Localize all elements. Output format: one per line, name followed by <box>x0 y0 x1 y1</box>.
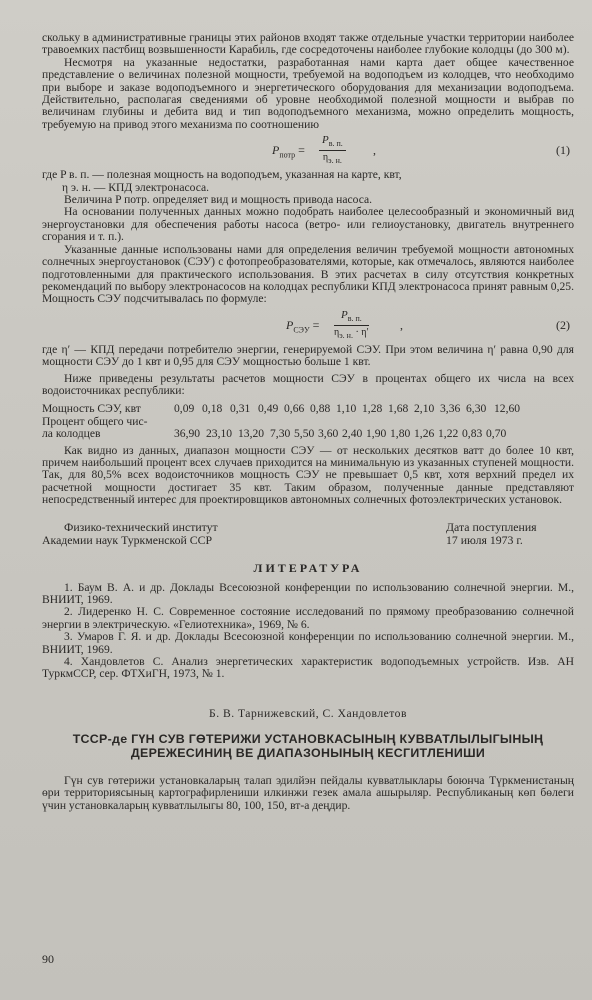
results-percent-values <box>174 428 510 440</box>
power-value: 1,10 <box>336 402 357 416</box>
reference-item: 2. Лидеренко Н. С. Современное состояние исследований по прямому преобразованию солнечной энергии в электрическую. «Гелиотехника», 1969, № 6. <box>42 605 574 631</box>
institute-line-2: Академии наук Туркменской ССР <box>42 532 213 547</box>
power-value: 0,88 <box>310 402 331 416</box>
reference-item: 3. Умаров Г. Я. и др. Доклады Всесоюзной конференции по использованию солнечной энергии. М., ВНИИТ, 1969. <box>42 630 574 656</box>
institute <box>42 521 218 547</box>
equation-1-number: (1) <box>556 143 570 158</box>
percent-value: 3,60 <box>318 427 339 441</box>
power-value: 0,31 <box>230 402 251 416</box>
equation-2-lhs: $P_{СЭУ}$ = <box>286 317 320 335</box>
power-value: 1,68 <box>388 402 409 416</box>
literature-heading: ЛИТЕРАТУРА <box>253 560 363 575</box>
results-row-percent-label-b: ла колодцев <box>42 427 101 441</box>
results-power-values <box>174 403 524 415</box>
percent-value: 1,80 <box>390 427 411 441</box>
equation-1 <box>42 131 574 169</box>
paragraph-eta-prime: где η′ — КПД передачи потребителю энергии, генерируемой СЭУ. При этом величина η′ равна 0,90 для мощности СЭУ до 1 квт и 0,95 для СЭУ мощностью больше 1 квт. <box>42 342 574 369</box>
power-value: 2,10 <box>414 402 435 416</box>
power-value: 0,66 <box>284 402 305 416</box>
power-value: 0,09 <box>174 402 195 416</box>
reference-item: 1. Баум В. А. и др. Доклады Всесоюзной конференции по использованию солнечной энергии. М., ВНИИТ, 1969. <box>42 580 574 606</box>
paragraph-conclusion: Как видно из данных, диапазон мощности СЭУ — от нескольких десятков ватт до более 10 квт, причем наибольший процент всех случаев приходится на минимальную из указанных ступеней мощности. Так, для 80,5% всех водоисточников мощность СЭУ не превышает 0,5 квт, хотя верхний предел их расчетной мощности достигает 35 квт. Таким образом, полученные данные представляют непосредственный интерес для проектировщиков автономных солнечных фотоэлектрических установок. <box>42 443 574 507</box>
equation-2-numerator: $P_{в. п.}$ <box>334 309 369 326</box>
percent-value: 23,10 <box>206 427 233 441</box>
paragraph-seu-calc: Указанные данные использованы нами для определения величин требуемой мощности автономных солнечных энергоустановок (СЭУ) с фотопреобразователями, которые, как отмечалось, являются наиболее подготовленными для практического использования. В этих расчетах в силу отсутствия конкретных рекомендаций по выбору электронасосов на колодцах республики КПД электронасоса принят равным 0,25. Мощность СЭУ подсчитывалась по формуле: <box>42 242 574 306</box>
results-row-percent <box>42 428 574 440</box>
affiliation-block <box>42 521 574 547</box>
summary-title-line-1: ТССР-де ГҮН СУВ ГӨТЕРИЖИ УСТАНОВКАСЫНЫҢ КУВВАТЛЫЛЫГЫНЫҢ <box>72 731 544 746</box>
percent-value: 5,50 <box>294 427 315 441</box>
power-value: 12,60 <box>494 402 521 416</box>
percent-value: 13,20 <box>238 427 265 441</box>
definition-eta: η э. н. — КПД электронасоса. <box>62 180 210 194</box>
percent-value: 0,83 <box>462 427 483 441</box>
results-row-power-label: Мощность СЭУ, квт <box>42 402 141 416</box>
summary-text: Гүн сув гөтерижи установкаларың талап эдилйэн пейдалы кувватлыклары боюнча Түркменистаның өри территориясының картографирлениши илкинжи гезек амала ашырыляр. Республиканың көп бөлеги үчин установкаларың кувватлылыгы 80, 100, 150, вт-а деңдир. <box>42 773 574 812</box>
paragraph-results-intro: Ниже приведены результаты расчетов мощности СЭУ в процентах общего их числа на всех водоисточниках республики: <box>42 371 574 397</box>
institute-line-1: Физико-технический институт <box>64 519 218 534</box>
percent-value: 0,70 <box>486 427 507 441</box>
summary-title-line-2: ДЕРЕЖЕСИНИҢ ВЕ ДИАПАЗОНЫНЫҢ КЕСГИТЛЕНИШИ <box>130 746 486 761</box>
equation-1-lhs: $P_{потр}$ = <box>272 143 305 160</box>
received-date-label: Дата поступления <box>446 519 537 534</box>
power-value: 3,36 <box>440 402 461 416</box>
equation-2-denominator: $\eta_{э. н.} \cdot \eta'$ <box>334 326 369 340</box>
percent-value: 36,90 <box>174 427 201 441</box>
power-value: 1,28 <box>362 402 383 416</box>
page-number: 90 <box>42 952 54 966</box>
results-row-percent-label: Процент общего чис- <box>42 414 148 428</box>
percent-value: 7,30 <box>270 427 291 441</box>
percent-value: 1,26 <box>414 427 435 441</box>
reference-item: 4. Хандовлетов С. Анализ энергетических характеристик водоподъемных устройств. Изв. АН ТуркмССР, сер. ФТХиГН, 1973, № 1. <box>42 655 574 681</box>
paragraph-intro: скольку в административные границы этих районов входят также отдельные участки территории наиболее травоемких пастбищ возвышенности Карабиль, где сосредоточены наиболее глубокие колодцы (до 300 м). <box>42 31 574 57</box>
paragraph-energy-choice: На основании полученных данных можно подобрать наиболее целесообразный и экономичный вид энергоустановки для обеспечения работы насоса (ветро- или гелиоустановку, двигатель внутреннего сгорания и т. п.). <box>42 205 574 244</box>
percent-value: 2,40 <box>342 427 363 441</box>
equation-2-fraction <box>334 309 369 342</box>
equation-1-denominator: $\eta_{э. н.}$ <box>322 152 342 166</box>
results-table <box>42 403 574 440</box>
definition-p-vp: где P в. п. — полезная мощность на водоподъем, указанная на карте, квт, <box>42 168 402 182</box>
paragraph-map-description: Несмотря на указанные недостатки, разработанная нами карта дает общее качественное представление о величинах полезной мощности, требуемой на водоподъем из колодцев, что необходимо при выборе и заказе водоподъемного и энергетического оборудования для механизации водоподъема. Действительно, располагая сведениями об уровне необходимой полезной мощности и выбрав по величинам глубины и дебита вид и тип водоподъемного механизма, можно определить мощность, требуемую на привод этого механизма по соотношению <box>42 55 574 131</box>
received-date <box>446 521 574 547</box>
percent-value: 1,22 <box>438 427 459 441</box>
equation-1-fraction <box>319 134 346 167</box>
received-date-value: 17 июля 1973 г. <box>446 532 523 547</box>
summary-authors: Б. В. Тарнижевский, С. Хандовлетов <box>209 706 407 720</box>
percent-value: 1,90 <box>366 427 387 441</box>
definition-p-potr: Величина P потр. определяет вид и мощность привода насоса. <box>64 193 373 207</box>
reference-list <box>42 582 574 681</box>
equation-1-comma: , <box>373 143 376 158</box>
equation-2-comma: , <box>400 317 403 332</box>
summary-title <box>42 732 574 761</box>
power-value: 0,49 <box>258 402 279 416</box>
equation-2 <box>42 306 574 344</box>
equation-2-number: (2) <box>556 317 570 332</box>
power-value: 6,30 <box>466 402 487 416</box>
definitions-1 <box>42 169 574 206</box>
equation-1-numerator: $P_{в. п.}$ <box>319 134 346 151</box>
results-row-power <box>42 403 574 415</box>
power-value: 0,18 <box>202 402 223 416</box>
